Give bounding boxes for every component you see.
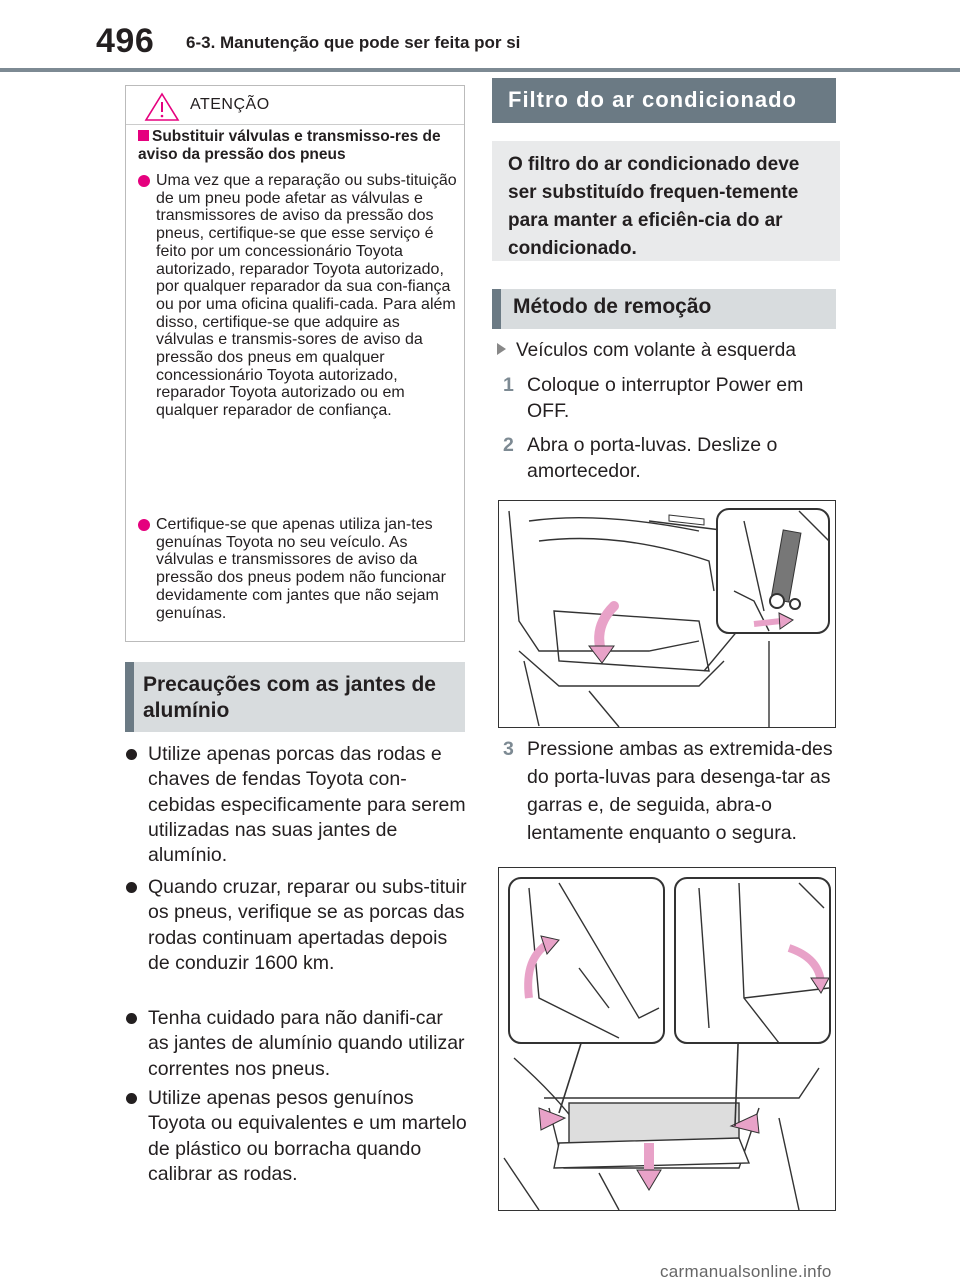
- bullet-dot-icon: [126, 1013, 137, 1024]
- bullet-dot-icon: [126, 749, 137, 760]
- precaution-item: Quando cruzar, reparar ou subs-tituir os pneus, verifique se as porcas das rodas continuam apertadas depois de conduzir 1600 km.: [148, 875, 468, 976]
- square-bullet-icon: [138, 130, 149, 141]
- step-2: 2 Abra o porta-luvas. Deslize o amortecedor.: [503, 434, 778, 482]
- warning-bullet: Certifique-se que apenas utiliza jan-tes genuínas Toyota no seu veículo. As válvulas e transmissores de aviso da pressão dos pneus podem não funcionar devidamente com jantes que não sejam genuínas.: [138, 516, 460, 622]
- filter-intro: O filtro do ar condicionado deve ser substituído frequen-temente para manter a eficiên-cia do ar condicionado.: [492, 141, 840, 261]
- method-heading: Método de remoção: [492, 289, 836, 329]
- filter-title: Filtro do ar condicionado: [492, 78, 836, 123]
- step-1: 1 Coloque o interruptor Power em OFF.: [503, 374, 804, 422]
- bullet-dot-icon: [138, 519, 150, 531]
- bullet-dot-icon: [126, 1093, 137, 1104]
- watermark: carmanualsonline.info: [660, 1262, 832, 1281]
- warning-subtitle: Substituir válvulas e transmisso-res de aviso da pressão dos pneus: [138, 128, 441, 163]
- step-3: 3 Pressione ambas as extremida-des do porta-luvas para desenga-tar as garras e, de seguida, abra-o lentamente enquanto o segura.: [503, 738, 833, 844]
- precaution-item: Tenha cuidado para não danifi-car as jantes de alumínio quando utilizar correntes nos pneus.: [148, 1006, 468, 1082]
- section-title: 6-3. Manutenção que pode ser feita por si: [186, 33, 521, 52]
- triangle-bullet-icon: [497, 343, 506, 355]
- bullet-dot-icon: [138, 175, 150, 187]
- page-number: 496: [96, 22, 155, 60]
- warning-bullet: Uma vez que a reparação ou subs-tituição de um pneu pode afetar as válvulas e transmissores de aviso da pressão dos pneus, certifique-se que esse serviço é feito por um concessionário Toyota autorizado, reparador Toyota autorizado, por qualquer reparador da sua con-fiança ou por uma oficina qualifi-cada. Para além disso, certifique-se que adquire as válvulas e transmis-sores de aviso da pressão dos pneus em qualquer concessionário Toyota autorizado, reparador Toyota autorizado ou em qualquer reparador de confiança.: [138, 172, 460, 420]
- precaution-item: Utilize apenas porcas das rodas e chaves de fendas Toyota con-cebidas especificamente para serem utilizadas nas suas jantes de alumínio.: [148, 742, 468, 868]
- warning-label: ATENÇÃO: [190, 96, 270, 113]
- glovebox-damper-illustration: [498, 500, 836, 728]
- glovebox-claws-illustration: [498, 867, 836, 1211]
- warning-box: [125, 85, 465, 642]
- precaution-item: Utilize apenas pesos genuínos Toyota ou equivalentes e um martelo de plástico ou borracha quando calibrar as rodas.: [148, 1086, 468, 1187]
- bullet-dot-icon: [126, 882, 137, 893]
- header-divider: [0, 68, 960, 72]
- warning-triangle-icon: [144, 92, 180, 122]
- precautions-heading: Precauções com as jantes de alumínio: [125, 662, 465, 732]
- vehicle-note: Veículos com volante à esquerda: [497, 340, 796, 362]
- warning-header: [126, 86, 464, 125]
